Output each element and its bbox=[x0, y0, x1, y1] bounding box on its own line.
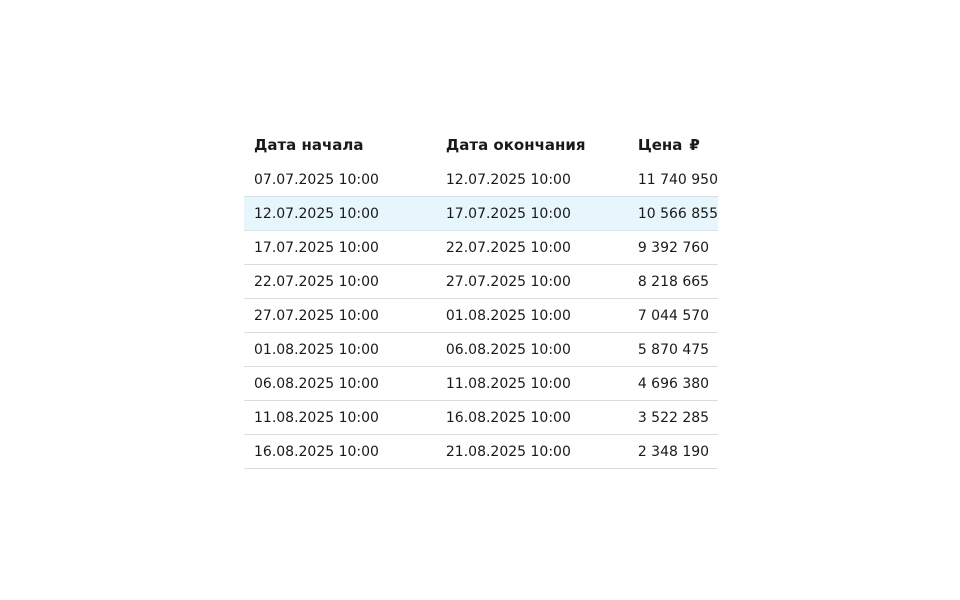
end-date-cell: 27.07.2025 10:00 bbox=[436, 265, 628, 299]
start-date-cell: 07.07.2025 10:00 bbox=[244, 163, 436, 197]
ruble-currency-icon: ₽ bbox=[689, 136, 700, 154]
header-row bbox=[244, 127, 718, 163]
header-price bbox=[628, 127, 718, 163]
table-row[interactable] bbox=[244, 401, 718, 435]
end-date-cell: 22.07.2025 10:00 bbox=[436, 231, 628, 265]
end-date-cell: 12.07.2025 10:00 bbox=[436, 163, 628, 197]
start-date-cell: 01.08.2025 10:00 bbox=[244, 333, 436, 367]
header-end-date-label: Дата окончания bbox=[445, 136, 586, 154]
table-row[interactable] bbox=[244, 367, 718, 401]
price-cell: 10 566 855 bbox=[628, 197, 718, 231]
table-body bbox=[244, 163, 718, 469]
price-cell: 3 522 285 bbox=[628, 401, 718, 435]
price-cell: 5 870 475 bbox=[628, 333, 718, 367]
end-date-cell: 21.08.2025 10:00 bbox=[436, 435, 628, 469]
start-date-cell: 06.08.2025 10:00 bbox=[244, 367, 436, 401]
header-start-date-label: Дата начала bbox=[254, 136, 364, 154]
start-date-cell: 16.08.2025 10:00 bbox=[244, 435, 436, 469]
table-row[interactable] bbox=[244, 231, 718, 265]
price-cell: 7 044 570 bbox=[628, 299, 718, 333]
table-row[interactable] bbox=[244, 435, 718, 469]
header-price-label: Цена bbox=[637, 136, 683, 154]
table-header bbox=[244, 127, 718, 163]
price-cell: 2 348 190 bbox=[628, 435, 718, 469]
start-date-cell: 17.07.2025 10:00 bbox=[244, 231, 436, 265]
start-date-cell: 11.08.2025 10:00 bbox=[244, 401, 436, 435]
start-date-cell: 12.07.2025 10:00 bbox=[244, 197, 436, 231]
end-date-cell: 11.08.2025 10:00 bbox=[436, 367, 628, 401]
end-date-cell: 01.08.2025 10:00 bbox=[436, 299, 628, 333]
price-cell: 11 740 950 bbox=[628, 163, 718, 197]
table-row[interactable] bbox=[244, 333, 718, 367]
price-cell: 8 218 665 bbox=[628, 265, 718, 299]
price-schedule-table bbox=[244, 127, 718, 469]
start-date-cell: 27.07.2025 10:00 bbox=[244, 299, 436, 333]
end-date-cell: 16.08.2025 10:00 bbox=[436, 401, 628, 435]
table-row[interactable] bbox=[244, 299, 718, 333]
table-row[interactable] bbox=[244, 197, 718, 231]
start-date-cell: 22.07.2025 10:00 bbox=[244, 265, 436, 299]
price-cell: 4 696 380 bbox=[628, 367, 718, 401]
table-row[interactable] bbox=[244, 163, 718, 197]
table-row[interactable] bbox=[244, 265, 718, 299]
header-start-date bbox=[244, 127, 436, 163]
end-date-cell: 06.08.2025 10:00 bbox=[436, 333, 628, 367]
header-end-date bbox=[436, 127, 628, 163]
price-cell: 9 392 760 bbox=[628, 231, 718, 265]
end-date-cell: 17.07.2025 10:00 bbox=[436, 197, 628, 231]
